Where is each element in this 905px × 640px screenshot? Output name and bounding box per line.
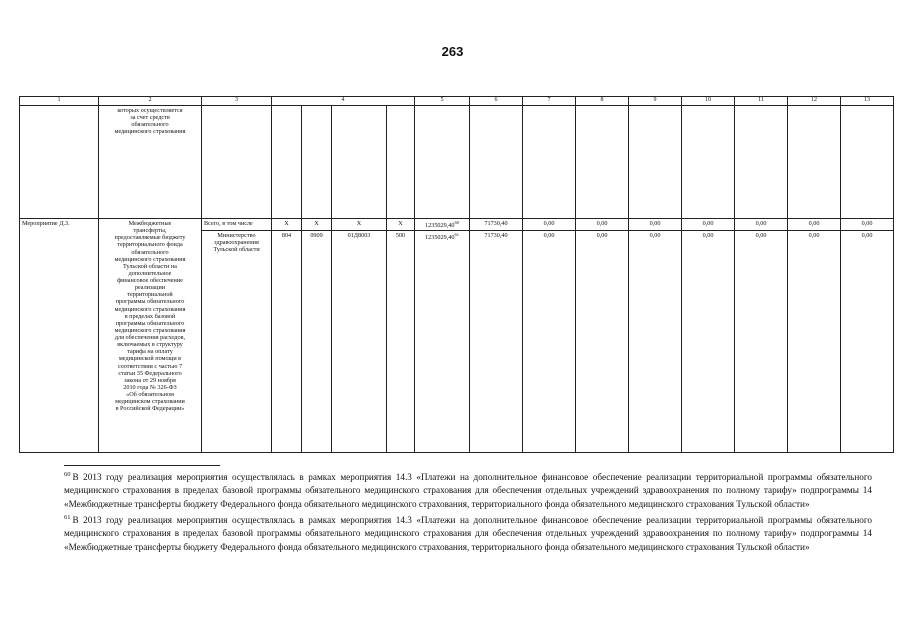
text-line: Всего, в том числе: [204, 220, 253, 227]
footnotes: [64, 468, 872, 554]
column-header: 9: [629, 97, 682, 106]
text-line: медицинского страхования: [114, 305, 186, 313]
footnote-60: [64, 468, 872, 511]
column-header: 10: [682, 97, 735, 106]
grbs-cell: Х: [272, 219, 302, 231]
text-line: реализации: [134, 284, 166, 292]
table-cell: [202, 106, 272, 219]
table-cell: [523, 106, 576, 219]
text-line: обязательного: [131, 248, 169, 256]
table-row-total: [20, 219, 894, 231]
amount-value: 1235029,40: [425, 222, 455, 230]
amount-cell: 0,00: [788, 219, 841, 231]
measure-name-cell: [99, 219, 202, 453]
footnote-text: В 2013 году реализация мероприятия осуществлялась в рамках мероприятия 14.3 «Платежи на дополнительное финансовое обеспечение реализации территориальной программы обязательного медицинского страхования в пределах базовой программы обязательного медицинского страхования для обеспечения отдельных учреждений здравоохранения по полному тарифу» подпрограммы 14 «Межбюджетные трансферты бюджету Федерального фонда обязательного медицинского страхования, территориального фонда обязательного медицинского страхования Тульской области»: [64, 472, 872, 509]
amount-cell: 0,00: [576, 231, 629, 453]
column-header: 6: [470, 97, 523, 106]
table-header-row: [20, 97, 894, 106]
table-cell: [415, 106, 470, 219]
column-header: 4: [272, 97, 415, 106]
executor-cell: [202, 219, 272, 231]
footnote-divider: [64, 465, 220, 466]
column-header: 8: [576, 97, 629, 106]
text-line: в Российской Федерации»: [115, 405, 185, 413]
budget-table: [19, 96, 894, 453]
amount-cell: 0,00: [576, 219, 629, 231]
amount-cell: 71730,40: [470, 231, 523, 453]
continuation-name-cell: [99, 106, 202, 219]
text-line: статьи 35 Федерального: [118, 369, 182, 377]
table-cell: [735, 106, 788, 219]
text-line: медицинской помощи в: [118, 355, 182, 363]
amount-cell: 0,00: [523, 231, 576, 453]
text-line: обязательного: [131, 121, 169, 129]
text-line: территориального фонда: [117, 241, 183, 249]
amount-cell: [415, 219, 470, 231]
table-cell: [470, 106, 523, 219]
column-header: 5: [415, 97, 470, 106]
amount-cell: 0,00: [629, 219, 682, 231]
text-line: для обеспечения расходов,: [114, 334, 186, 341]
csr-cell: Х: [332, 219, 387, 231]
text-line: финансовое обеспечение: [117, 277, 183, 284]
amount-cell: 0,00: [788, 231, 841, 453]
footnote-text: В 2013 году реализация мероприятия осуществлялась в рамках мероприятия 14.3 «Платежи на дополнительное финансовое обеспечение реализации территориальной программы обязательного медицинского страхования в пределах базовой программы обязательного медицинского страхования для обеспечения отдельных учреждений здравоохранения по полному тарифу» подпрограммы 14 «Межбюджетные трансферты бюджету Федерального фонда обязательного медицинского страхования, территориального фонда обязательного медицинского страхования Тульской области»: [64, 515, 872, 552]
amount-cell: 0,00: [735, 231, 788, 453]
column-header: 7: [523, 97, 576, 106]
table-cell: [332, 106, 387, 219]
text-line: закона от 29 ноября: [124, 376, 176, 384]
text-line: Тульской области на: [123, 262, 177, 270]
amount-cell: 0,00: [735, 219, 788, 231]
amount-cell: 0,00: [629, 231, 682, 453]
amount-cell: 71730,40: [470, 219, 523, 231]
text-line: медицинского страхования: [114, 255, 186, 263]
table-cell: [20, 106, 99, 219]
amount-cell: [415, 231, 470, 453]
table-cell: [841, 106, 894, 219]
rz-pr-cell: 0909: [302, 231, 332, 453]
text-line: Тульской области: [213, 246, 260, 254]
text-line: программы обязательного: [115, 319, 185, 327]
text-line: территориальной: [127, 291, 173, 299]
table-row-continuation: [20, 106, 894, 219]
amount-cell: 0,00: [682, 219, 735, 231]
table-cell: [272, 106, 302, 219]
table-cell: [682, 106, 735, 219]
csr-cell: 01Д8003: [332, 231, 387, 453]
text-line: Межбюджетные: [128, 220, 172, 227]
measure-code-cell: Мероприятие Д.3.: [20, 219, 99, 453]
executor-cell: [202, 231, 272, 453]
table-cell: [629, 106, 682, 219]
text-line: Министерство: [217, 232, 256, 240]
text-line: в пределах базовой: [124, 312, 176, 320]
text-line: трансферты,: [133, 227, 167, 235]
footnote-61: [64, 511, 872, 554]
text-line: включаемых в структуру: [117, 341, 183, 349]
table-cell: [788, 106, 841, 219]
column-header: 12: [788, 97, 841, 106]
text-line: здравоохранения: [214, 239, 259, 247]
amount-value: 1235029,40: [425, 234, 455, 242]
grbs-cell: 804: [272, 231, 302, 453]
column-header: 3: [202, 97, 272, 106]
amount-cell: 0,00: [841, 231, 894, 453]
footnote-ref: 61: [454, 232, 459, 238]
text-line: программы обязательного: [115, 298, 185, 306]
vr-cell: Х: [387, 219, 415, 231]
column-header: 13: [841, 97, 894, 106]
text-line: за счет средств: [130, 114, 170, 122]
rz-pr-cell: Х: [302, 219, 332, 231]
text-line: медицинского страхования: [114, 326, 186, 334]
text-line: «Об обязательном: [126, 391, 174, 398]
text-line: соответствии с частью 7: [117, 362, 183, 370]
footnote-number: 61: [64, 513, 71, 521]
table-cell: [576, 106, 629, 219]
text-line: предоставляемые бюджету: [114, 234, 186, 242]
text-line: которых осуществляется: [117, 107, 183, 114]
column-header: 2: [99, 97, 202, 106]
footnote-ref: 60: [454, 220, 459, 225]
table-cell: [387, 106, 415, 219]
text-line: тарифа на оплату: [127, 348, 173, 356]
text-line: медицинском страховании: [115, 398, 185, 406]
text-line: дополнительное: [128, 269, 172, 277]
column-header: 11: [735, 97, 788, 106]
table-cell: [302, 106, 332, 219]
amount-cell: 0,00: [682, 231, 735, 453]
vr-cell: 500: [387, 231, 415, 453]
amount-cell: 0,00: [841, 219, 894, 231]
text-line: медицинского страхования: [114, 128, 186, 136]
footnote-number: 60: [64, 471, 71, 478]
amount-cell: 0,00: [523, 219, 576, 231]
page-number: 263: [441, 44, 464, 59]
column-header: 1: [20, 97, 99, 106]
text-line: 2010 года № 326-ФЗ: [123, 383, 177, 391]
